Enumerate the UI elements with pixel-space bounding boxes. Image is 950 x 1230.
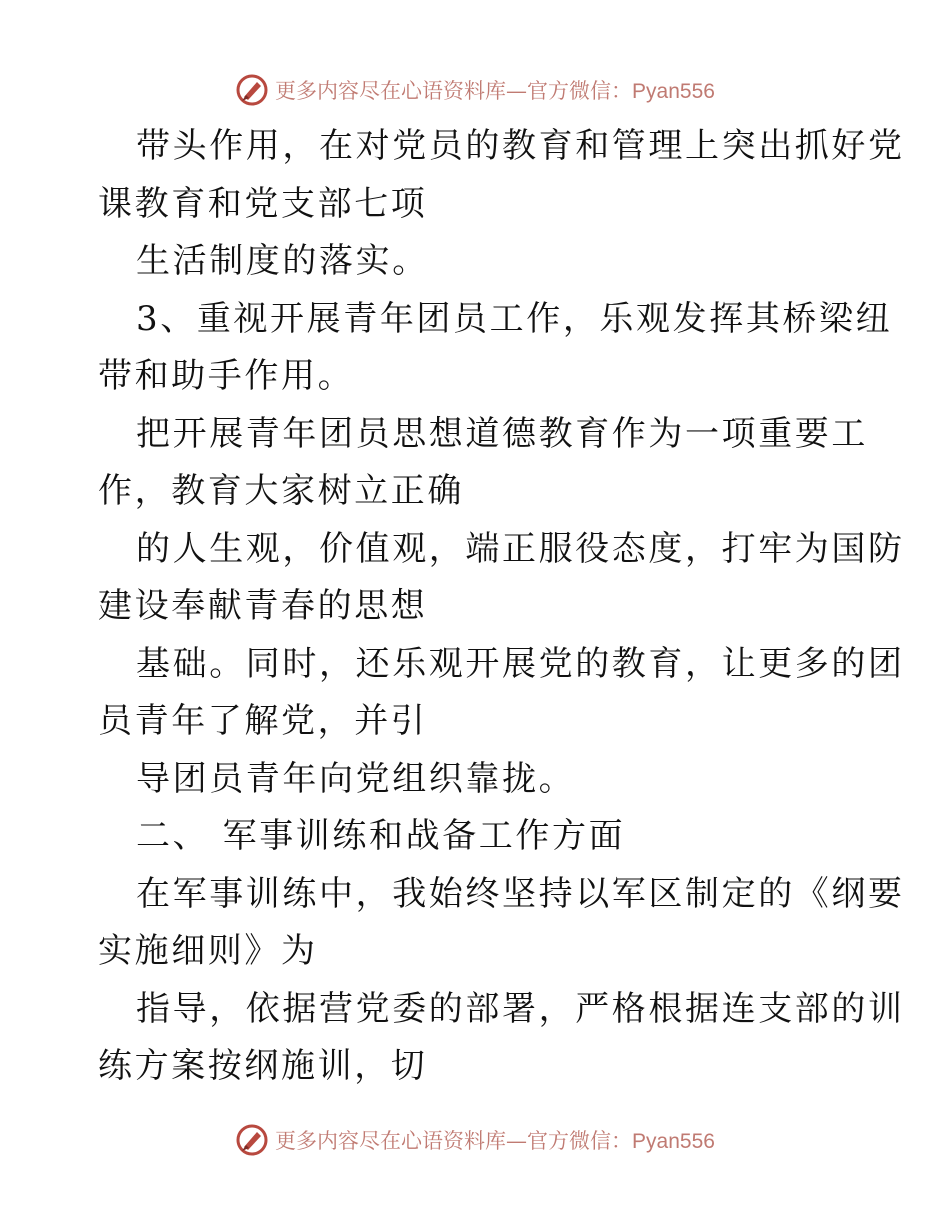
text-line: 3、重视开展青年团员工作，乐观发挥其桥梁纽 bbox=[136, 298, 893, 339]
text-line: 带和助手作用。 bbox=[98, 356, 355, 396]
watermark-label: 更多内容尽在心语资料库—官方微信： bbox=[275, 1129, 633, 1153]
watermark-wechat-id: Pyan556 bbox=[632, 1130, 715, 1153]
text-line: 建设奉献青春的思想 bbox=[98, 586, 428, 626]
footer-watermark bbox=[0, 1120, 950, 1160]
watermark-wechat-id: Pyan556 bbox=[632, 80, 715, 103]
text-line: 生活制度的落实。 bbox=[136, 241, 429, 281]
text-line: 作，教育大家树立正确 bbox=[98, 471, 464, 511]
brand-logo-icon bbox=[235, 1123, 269, 1157]
text-line: 基础。同时，还乐观开展党的教育，让更多的团 bbox=[136, 643, 905, 684]
text-line: 的人生观，价值观，端正服役态度，打牢为国防 bbox=[136, 528, 905, 569]
text-line: 练方案按纲施训，切 bbox=[98, 1046, 428, 1086]
text-line: 把开展青年团员思想道德教育作为一项重要工 bbox=[136, 413, 868, 454]
watermark-text bbox=[275, 75, 715, 105]
watermark-label: 更多内容尽在心语资料库—官方微信： bbox=[275, 79, 633, 103]
brand-logo-icon bbox=[235, 73, 269, 107]
text-line: 实施细则》为 bbox=[98, 931, 318, 971]
text-line: 带头作用，在对党员的教育和管理上突出抓好党 bbox=[136, 126, 905, 166]
text-line: 员青年了解党，并引 bbox=[98, 701, 428, 741]
text-line: 二、 军事训练和战备工作方面 bbox=[136, 816, 626, 856]
text-line: 导团员青年向党组织靠拢。 bbox=[136, 758, 576, 799]
header-watermark bbox=[0, 70, 950, 110]
text-line: 指导，依据营党委的部署，严格根据连支部的训 bbox=[136, 988, 905, 1029]
text-line: 在军事训练中，我始终坚持以军区制定的《纲要 bbox=[136, 873, 905, 914]
document-body bbox=[98, 118, 905, 1096]
watermark-text bbox=[275, 1125, 715, 1155]
text-line: 课教育和党支部七项 bbox=[98, 183, 428, 224]
